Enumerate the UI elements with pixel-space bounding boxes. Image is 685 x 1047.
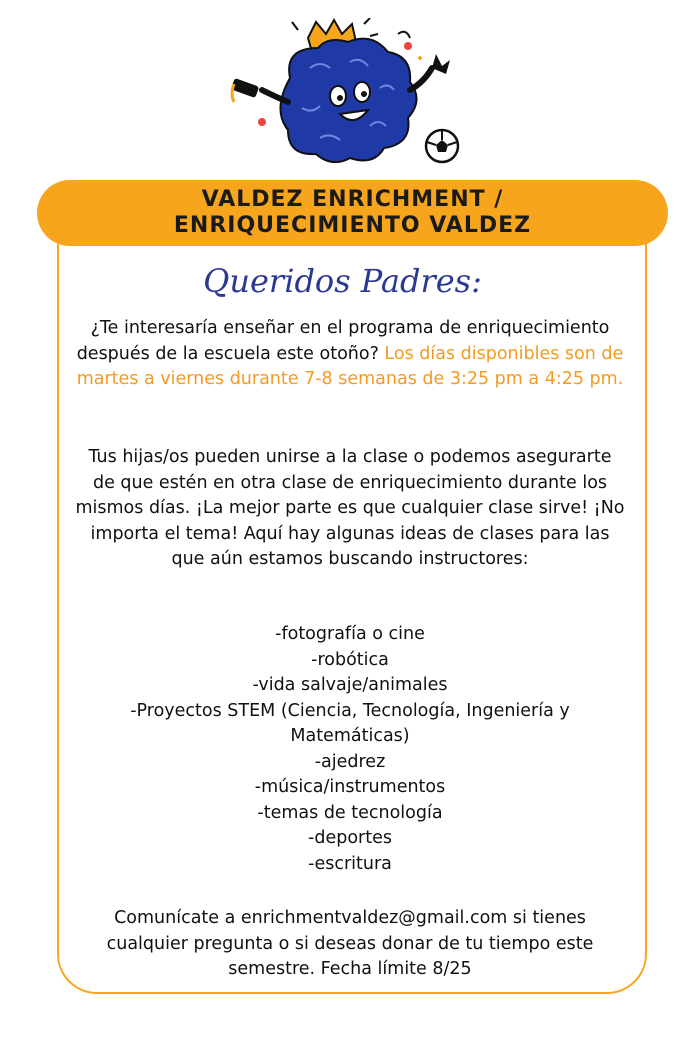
list-item: -temas de tecnología xyxy=(257,802,443,823)
header-banner xyxy=(37,180,668,246)
header-title-line2: ENRIQUECIMIENTO VALDEZ xyxy=(173,213,532,238)
list-item: -deportes xyxy=(308,828,392,848)
intro-question: ¿Te interesaría enseñar en el programa de enriquecimiento después de la escuela este otoño? xyxy=(76,318,610,364)
class-ideas-list xyxy=(75,622,625,877)
contact-paragraph: Comunícate a enrichmentvaldez@gmail.com si tienes cualquier pregunta o si deseas donar de tu tiempo este semestre. Fecha límite 8/25 xyxy=(106,908,594,979)
brain-mascot-illustration xyxy=(220,18,470,178)
explanation-paragraph: Tus hijas/os pueden unirse a la clase o podemos asegurarte de que estén en otra clase de enriquecimiento durante los mismos días. ¡La mejor parte es que cualquier clase sirve! ¡No importa el tema! Aquí hay algunas ideas de clases para las que aún estamos buscando instructores: xyxy=(75,447,625,569)
list-item: -ajedrez xyxy=(314,751,386,772)
list-item: -Proyectos STEM (Ciencia, Tecnología, Ingeniería y Matemáticas) xyxy=(130,700,570,746)
list-item: -robótica xyxy=(311,649,389,670)
list-item: -escritura xyxy=(308,853,392,874)
torch-icon xyxy=(231,78,260,102)
soccer-ball-icon xyxy=(426,130,458,162)
list-item: -vida salvaje/animales xyxy=(252,675,448,695)
intro-schedule-highlight: Los días disponibles son de martes a viernes durante 7-8 semanas de 3:25 pm a 4:25 pm. xyxy=(76,343,624,389)
list-item: -fotografía o cine xyxy=(275,624,425,644)
header-title-line1: VALDEZ ENRICHMENT / xyxy=(201,187,504,212)
intro-paragraph xyxy=(75,316,625,393)
greeting: Queridos Padres: xyxy=(203,262,482,300)
brain-body-icon xyxy=(280,39,416,163)
list-item: -música/instrumentos xyxy=(254,777,446,797)
